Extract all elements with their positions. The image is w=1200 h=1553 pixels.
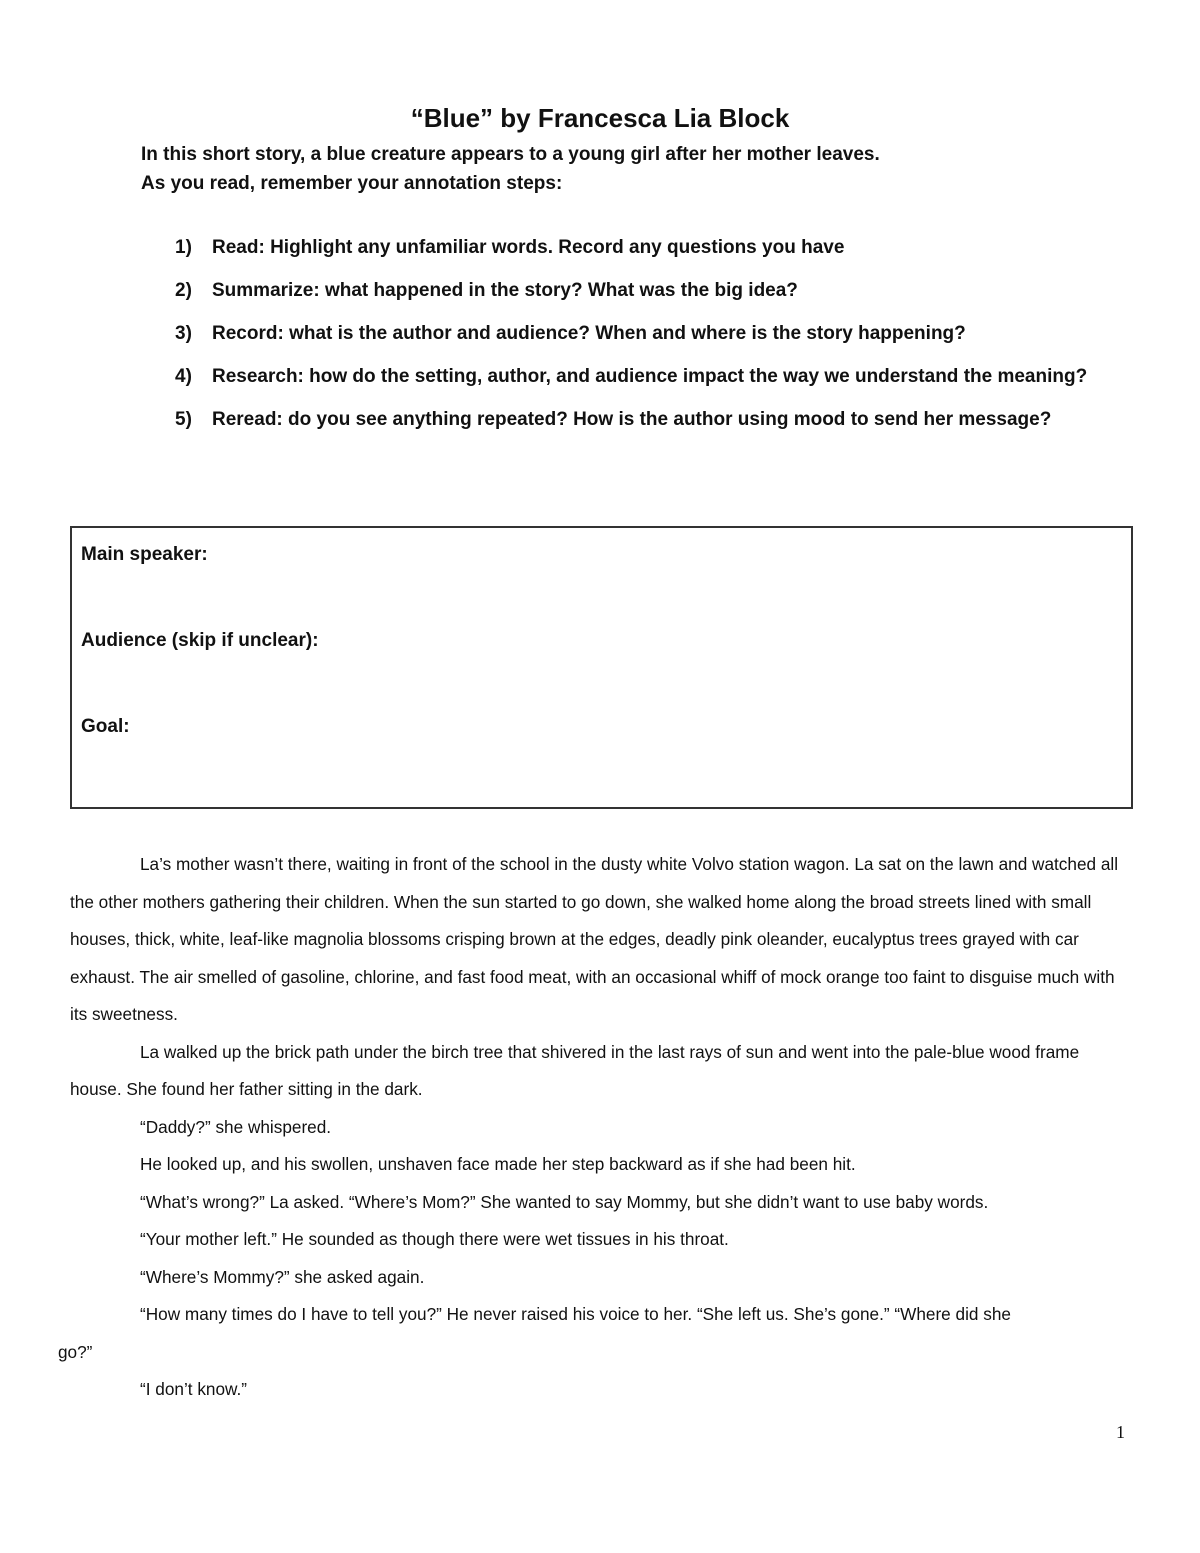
story-paragraph: “Where’s Mommy?” she asked again. — [140, 1266, 425, 1287]
annotation-step — [175, 269, 1135, 312]
story-text — [58, 846, 1130, 1409]
story-paragraph: “Your mother left.” He sounded as though there were wet tissues in his throat. — [140, 1229, 729, 1249]
annotation-step — [175, 226, 1135, 269]
step-text: Summarize: what happened in the story? What was the big idea? — [212, 280, 798, 301]
story-paragraph: “I don’t know.” — [140, 1379, 247, 1399]
step-text: Record: what is the author and audience? When and where is the story happening? — [212, 323, 966, 344]
annotation-step — [175, 398, 1135, 441]
story-paragraph: La walked up the brick path under the birch tree that shivered in the last rays of sun and went into the pale-blue wood frame house. She found her father sitting in the dark. — [70, 1041, 1080, 1099]
step-number: 3) — [175, 323, 192, 344]
story-paragraph: “Daddy?” she whispered. — [140, 1116, 332, 1137]
annotation-steps-list — [175, 226, 1135, 441]
analysis-box — [70, 526, 1133, 809]
page-number: 1 — [1116, 1422, 1125, 1442]
page-title: “Blue” by Francesca Lia Block — [410, 103, 790, 133]
intro-text: In this short story, a blue creature appears to a young girl after her mother leaves. — [141, 144, 880, 165]
step-number: 1) — [175, 237, 192, 258]
step-text: Reread: do you see anything repeated? How is the author using mood to send her message? — [212, 409, 1052, 430]
story-paragraph: go?” — [58, 1341, 93, 1362]
step-text: Read: Highlight any unfamiliar words. Record any questions you have — [212, 237, 845, 258]
story-paragraph: La’s mother wasn’t there, waiting in front of the school in the dusty white Volvo station wagon. La sat on the lawn and watched all the other mothers gathering their children. When the sun started to go down, she walked home along the broad streets lined with small houses, thick, white, leaf-like magnolia blossoms crisping brown at the edges, deadly pink oleander, eucalyptus trees grayed with car exhaust. The air smelled of gasoline, chlorine, and fast food meat, with an occasional whiff of mock orange too faint to disguise much with its sweetness. — [70, 854, 1119, 1024]
goal-label: Goal: — [81, 716, 130, 737]
instructions-text: As you read, remember your annotation steps: — [141, 173, 563, 194]
story-paragraph: “What’s wrong?” La asked. “Where’s Mom?” She wanted to say Mommy, but she didn’t want to use baby words. — [140, 1191, 989, 1212]
step-number: 4) — [175, 366, 192, 387]
step-number: 2) — [175, 280, 192, 301]
story-paragraph: “How many times do I have to tell you?” He never raised his voice to her. “She left us. She’s gone.” “Where did she — [140, 1304, 1011, 1324]
step-number: 5) — [175, 409, 192, 430]
main-speaker-label: Main speaker: — [81, 544, 208, 565]
audience-label: Audience (skip if unclear): — [81, 630, 319, 651]
step-text: Research: how do the setting, author, and audience impact the way we understand the meaning? — [212, 366, 1088, 387]
annotation-step — [175, 312, 1135, 355]
annotation-step — [175, 355, 1135, 398]
story-paragraph: He looked up, and his swollen, unshaven face made her step backward as if she had been hit. — [140, 1154, 856, 1174]
